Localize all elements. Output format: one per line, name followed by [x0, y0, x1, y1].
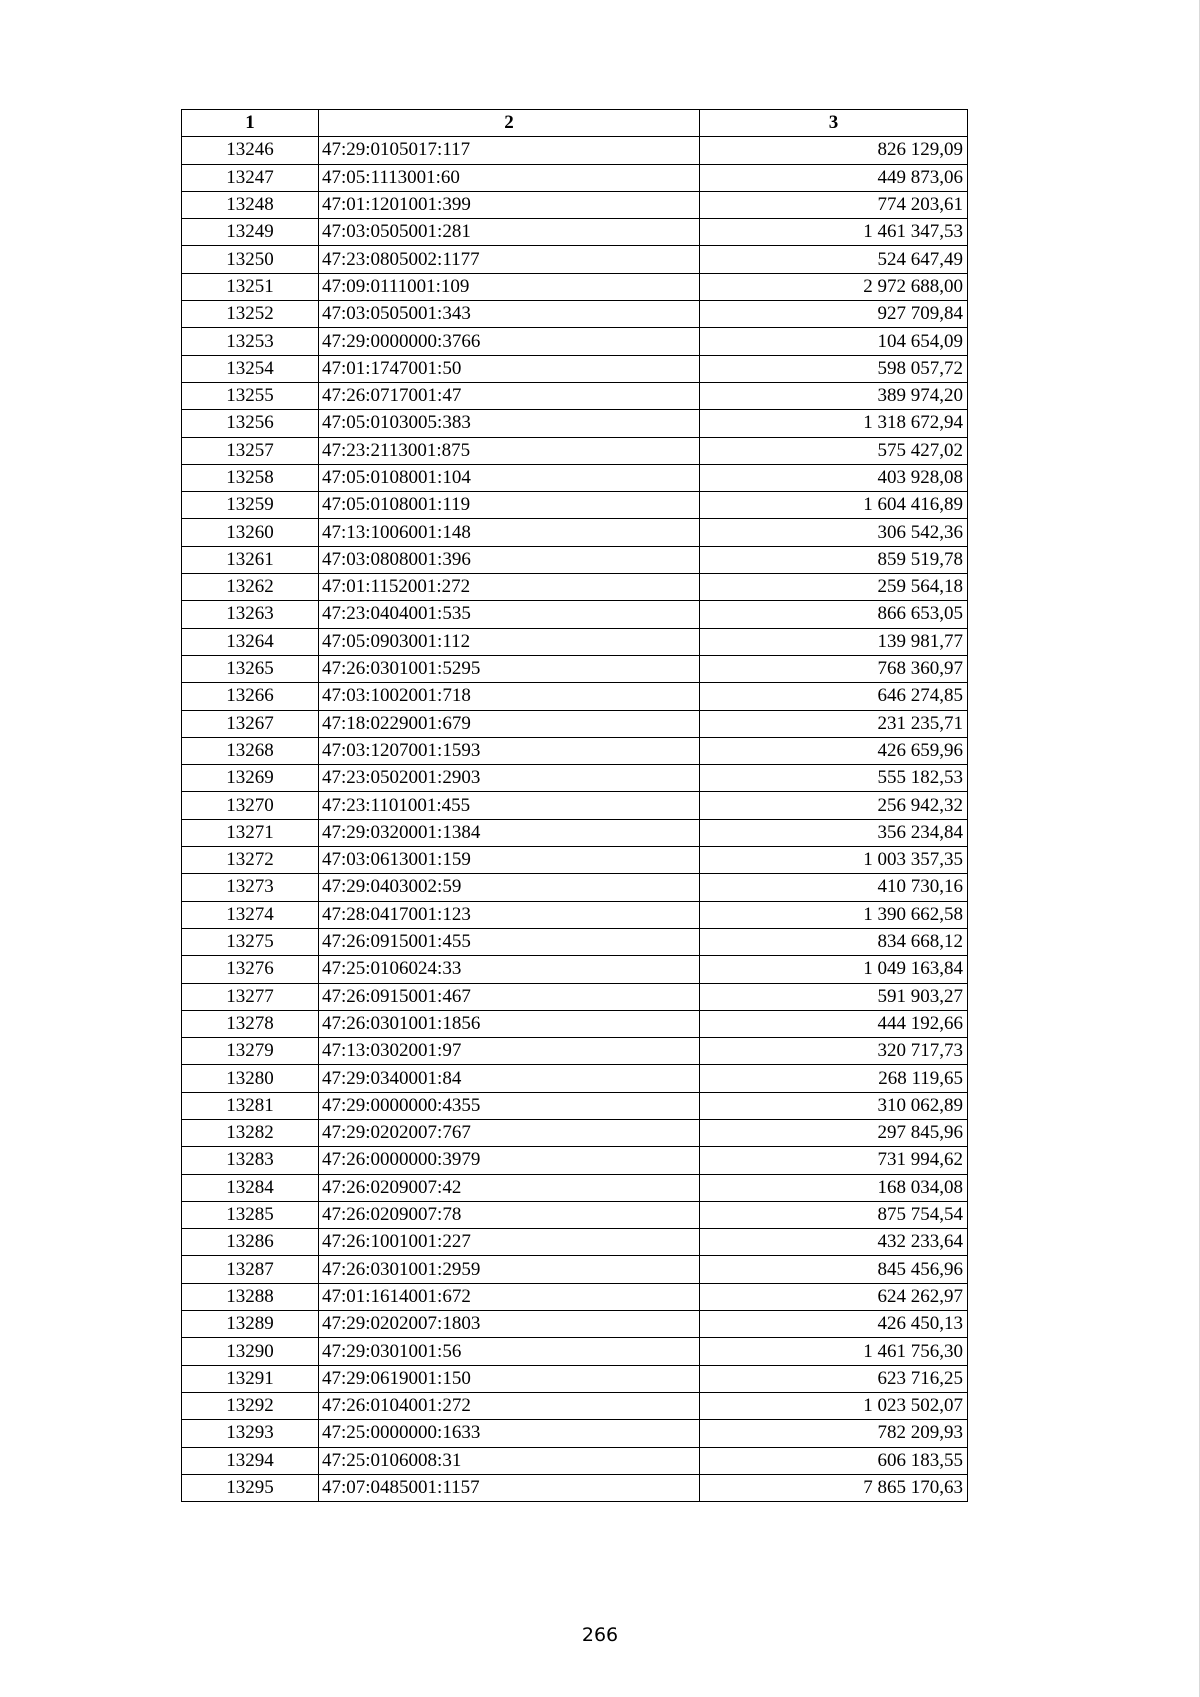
table-row	[182, 1474, 968, 1501]
value-cell: 139 981,77	[700, 628, 968, 655]
value-cell: 310 062,89	[700, 1092, 968, 1119]
row-number-cell: 13282	[182, 1119, 319, 1146]
value-cell: 1 604 416,89	[700, 492, 968, 519]
value-cell: 927 709,84	[700, 301, 968, 328]
cadastral-number-cell: 47:29:0320001:1384	[319, 819, 700, 846]
row-number-cell: 13276	[182, 956, 319, 983]
value-cell: 432 233,64	[700, 1229, 968, 1256]
row-number-cell: 13269	[182, 765, 319, 792]
table-row	[182, 219, 968, 246]
table-row	[182, 655, 968, 682]
value-cell: 591 903,27	[700, 983, 968, 1010]
value-cell: 104 654,09	[700, 328, 968, 355]
cadastral-number-cell: 47:26:0301001:2959	[319, 1256, 700, 1283]
cadastral-number-cell: 47:03:1207001:1593	[319, 737, 700, 764]
row-number-cell: 13287	[182, 1256, 319, 1283]
table-row	[182, 246, 968, 273]
cadastral-number-cell: 47:26:0915001:467	[319, 983, 700, 1010]
table-row	[182, 1174, 968, 1201]
table-row	[182, 1256, 968, 1283]
table-row	[182, 437, 968, 464]
row-number-cell: 13278	[182, 1010, 319, 1037]
row-number-cell: 13285	[182, 1201, 319, 1228]
cadastral-number-cell: 47:25:0106024:33	[319, 956, 700, 983]
value-cell: 731 994,62	[700, 1147, 968, 1174]
cadastral-number-cell: 47:29:0340001:84	[319, 1065, 700, 1092]
table-row	[182, 574, 968, 601]
row-number-cell: 13277	[182, 983, 319, 1010]
value-cell: 623 716,25	[700, 1365, 968, 1392]
table-row	[182, 1229, 968, 1256]
row-number-cell: 13267	[182, 710, 319, 737]
cadastral-number-cell: 47:26:0301001:5295	[319, 655, 700, 682]
table-row	[182, 1038, 968, 1065]
cadastral-number-cell: 47:03:0808001:396	[319, 546, 700, 573]
cadastral-number-cell: 47:29:0202007:1803	[319, 1311, 700, 1338]
row-number-cell: 13266	[182, 683, 319, 710]
row-number-cell: 13249	[182, 219, 319, 246]
cadastral-number-cell: 47:18:0229001:679	[319, 710, 700, 737]
cadastral-number-cell: 47:03:0505001:343	[319, 301, 700, 328]
row-number-cell: 13283	[182, 1147, 319, 1174]
cadastral-number-cell: 47:03:1002001:718	[319, 683, 700, 710]
value-cell: 320 717,73	[700, 1038, 968, 1065]
cadastral-number-cell: 47:29:0403002:59	[319, 874, 700, 901]
row-number-cell: 13257	[182, 437, 319, 464]
cadastral-number-cell: 47:26:0915001:455	[319, 928, 700, 955]
row-number-cell: 13251	[182, 273, 319, 300]
value-cell: 426 450,13	[700, 1311, 968, 1338]
value-cell: 1 023 502,07	[700, 1392, 968, 1419]
cadastral-number-cell: 47:05:0103005:383	[319, 410, 700, 437]
row-number-cell: 13246	[182, 137, 319, 164]
cadastral-number-cell: 47:03:0505001:281	[319, 219, 700, 246]
value-cell: 575 427,02	[700, 437, 968, 464]
table-row	[182, 1447, 968, 1474]
row-number-cell: 13288	[182, 1283, 319, 1310]
table-row	[182, 928, 968, 955]
table-row	[182, 1420, 968, 1447]
row-number-cell: 13294	[182, 1447, 319, 1474]
table-row	[182, 464, 968, 491]
table-row	[182, 1201, 968, 1228]
row-number-cell: 13273	[182, 874, 319, 901]
table-row	[182, 191, 968, 218]
cadastral-number-cell: 47:26:0301001:1856	[319, 1010, 700, 1037]
value-cell: 834 668,12	[700, 928, 968, 955]
value-cell: 1 318 672,94	[700, 410, 968, 437]
row-number-cell: 13265	[182, 655, 319, 682]
value-cell: 7 865 170,63	[700, 1474, 968, 1501]
table-row	[182, 1338, 968, 1365]
table-row	[182, 737, 968, 764]
table-row	[182, 901, 968, 928]
row-number-cell: 13291	[182, 1365, 319, 1392]
row-number-cell: 13272	[182, 847, 319, 874]
cadastral-number-cell: 47:23:0805002:1177	[319, 246, 700, 273]
cadastral-number-cell: 47:23:1101001:455	[319, 792, 700, 819]
table-row	[182, 328, 968, 355]
column-header-3: 3	[700, 110, 968, 137]
row-number-cell: 13286	[182, 1229, 319, 1256]
value-cell: 782 209,93	[700, 1420, 968, 1447]
row-number-cell: 13295	[182, 1474, 319, 1501]
row-number-cell: 13268	[182, 737, 319, 764]
row-number-cell: 13258	[182, 464, 319, 491]
table-row	[182, 273, 968, 300]
cadastral-number-cell: 47:05:0108001:119	[319, 492, 700, 519]
value-cell: 646 274,85	[700, 683, 968, 710]
table-row	[182, 710, 968, 737]
row-number-cell: 13264	[182, 628, 319, 655]
row-number-cell: 13270	[182, 792, 319, 819]
value-cell: 297 845,96	[700, 1119, 968, 1146]
column-header-1: 1	[182, 110, 319, 137]
row-number-cell: 13254	[182, 355, 319, 382]
cadastral-number-cell: 47:26:0104001:272	[319, 1392, 700, 1419]
row-number-cell: 13263	[182, 601, 319, 628]
table-row	[182, 1147, 968, 1174]
table-row	[182, 137, 968, 164]
row-number-cell: 13281	[182, 1092, 319, 1119]
table-row	[182, 301, 968, 328]
cadastral-number-cell: 47:26:0209007:42	[319, 1174, 700, 1201]
row-number-cell: 13255	[182, 382, 319, 409]
row-number-cell: 13274	[182, 901, 319, 928]
table-row	[182, 382, 968, 409]
table-row	[182, 819, 968, 846]
cadastral-number-cell: 47:29:0000000:4355	[319, 1092, 700, 1119]
table-row	[182, 683, 968, 710]
row-number-cell: 13247	[182, 164, 319, 191]
row-number-cell: 13289	[182, 1311, 319, 1338]
value-cell: 524 647,49	[700, 246, 968, 273]
value-cell: 410 730,16	[700, 874, 968, 901]
cadastral-number-cell: 47:07:0485001:1157	[319, 1474, 700, 1501]
value-cell: 774 203,61	[700, 191, 968, 218]
row-number-cell: 13280	[182, 1065, 319, 1092]
cadastral-number-cell: 47:03:0613001:159	[319, 847, 700, 874]
table-row	[182, 1392, 968, 1419]
row-number-cell: 13261	[182, 546, 319, 573]
cadastral-number-cell: 47:01:1152001:272	[319, 574, 700, 601]
value-cell: 1 461 347,53	[700, 219, 968, 246]
row-number-cell: 13259	[182, 492, 319, 519]
table-row	[182, 956, 968, 983]
value-cell: 1 390 662,58	[700, 901, 968, 928]
cadastral-number-cell: 47:23:0404001:535	[319, 601, 700, 628]
value-cell: 256 942,32	[700, 792, 968, 819]
value-cell: 606 183,55	[700, 1447, 968, 1474]
cadastral-number-cell: 47:28:0417001:123	[319, 901, 700, 928]
table-row	[182, 1283, 968, 1310]
column-header-2: 2	[319, 110, 700, 137]
value-cell: 875 754,54	[700, 1201, 968, 1228]
value-cell: 426 659,96	[700, 737, 968, 764]
row-number-cell: 13256	[182, 410, 319, 437]
value-cell: 168 034,08	[700, 1174, 968, 1201]
table-row	[182, 1365, 968, 1392]
row-number-cell: 13253	[182, 328, 319, 355]
value-cell: 231 235,71	[700, 710, 968, 737]
value-cell: 449 873,06	[700, 164, 968, 191]
value-cell: 2 972 688,00	[700, 273, 968, 300]
row-number-cell: 13292	[182, 1392, 319, 1419]
value-cell: 1 003 357,35	[700, 847, 968, 874]
value-cell: 268 119,65	[700, 1065, 968, 1092]
table-row	[182, 1065, 968, 1092]
cadastral-number-cell: 47:05:1113001:60	[319, 164, 700, 191]
cadastral-number-cell: 47:05:0108001:104	[319, 464, 700, 491]
cadastral-number-cell: 47:01:1614001:672	[319, 1283, 700, 1310]
table-row	[182, 1119, 968, 1146]
table-row	[182, 1092, 968, 1119]
table-row	[182, 792, 968, 819]
table-row	[182, 983, 968, 1010]
value-cell: 356 234,84	[700, 819, 968, 846]
table-row	[182, 355, 968, 382]
row-number-cell: 13248	[182, 191, 319, 218]
row-number-cell: 13293	[182, 1420, 319, 1447]
table-row	[182, 519, 968, 546]
value-cell: 859 519,78	[700, 546, 968, 573]
table-row	[182, 765, 968, 792]
value-cell: 1 049 163,84	[700, 956, 968, 983]
value-cell: 306 542,36	[700, 519, 968, 546]
cadastral-number-cell: 47:13:1006001:148	[319, 519, 700, 546]
table-body	[182, 137, 968, 1502]
row-number-cell: 13260	[182, 519, 319, 546]
cadastral-number-cell: 47:13:0302001:97	[319, 1038, 700, 1065]
cadastral-number-cell: 47:23:2113001:875	[319, 437, 700, 464]
table-row	[182, 410, 968, 437]
value-cell: 768 360,97	[700, 655, 968, 682]
table-header-row	[182, 110, 968, 137]
value-cell: 555 182,53	[700, 765, 968, 792]
cadastral-number-cell: 47:09:0111001:109	[319, 273, 700, 300]
cadastral-number-cell: 47:26:0000000:3979	[319, 1147, 700, 1174]
table-row	[182, 847, 968, 874]
table-row	[182, 546, 968, 573]
page-number: 266	[581, 1624, 619, 1646]
row-number-cell: 13290	[182, 1338, 319, 1365]
cadastral-number-cell: 47:29:0000000:3766	[319, 328, 700, 355]
value-cell: 259 564,18	[700, 574, 968, 601]
table-row	[182, 492, 968, 519]
table-row	[182, 164, 968, 191]
table-row	[182, 601, 968, 628]
value-cell: 1 461 756,30	[700, 1338, 968, 1365]
cadastral-number-cell: 47:26:0717001:47	[319, 382, 700, 409]
cadastral-number-cell: 47:29:0105017:117	[319, 137, 700, 164]
cadastral-number-cell: 47:29:0202007:767	[319, 1119, 700, 1146]
cadastral-number-cell: 47:26:0209007:78	[319, 1201, 700, 1228]
value-cell: 403 928,08	[700, 464, 968, 491]
value-cell: 389 974,20	[700, 382, 968, 409]
value-cell: 444 192,66	[700, 1010, 968, 1037]
table-row	[182, 628, 968, 655]
row-number-cell: 13262	[182, 574, 319, 601]
row-number-cell: 13275	[182, 928, 319, 955]
row-number-cell: 13284	[182, 1174, 319, 1201]
cadastral-number-cell: 47:25:0106008:31	[319, 1447, 700, 1474]
value-cell: 598 057,72	[700, 355, 968, 382]
cadastral-number-cell: 47:26:1001001:227	[319, 1229, 700, 1256]
row-number-cell: 13271	[182, 819, 319, 846]
value-cell: 866 653,05	[700, 601, 968, 628]
data-table	[181, 109, 968, 1502]
value-cell: 624 262,97	[700, 1283, 968, 1310]
cadastral-number-cell: 47:25:0000000:1633	[319, 1420, 700, 1447]
table-row	[182, 1010, 968, 1037]
cadastral-number-cell: 47:05:0903001:112	[319, 628, 700, 655]
cadastral-number-cell: 47:29:0619001:150	[319, 1365, 700, 1392]
table-row	[182, 874, 968, 901]
row-number-cell: 13250	[182, 246, 319, 273]
table-row	[182, 1311, 968, 1338]
value-cell: 826 129,09	[700, 137, 968, 164]
cadastral-number-cell: 47:01:1201001:399	[319, 191, 700, 218]
cadastral-number-cell: 47:01:1747001:50	[319, 355, 700, 382]
row-number-cell: 13252	[182, 301, 319, 328]
cadastral-number-cell: 47:29:0301001:56	[319, 1338, 700, 1365]
value-cell: 845 456,96	[700, 1256, 968, 1283]
row-number-cell: 13279	[182, 1038, 319, 1065]
cadastral-number-cell: 47:23:0502001:2903	[319, 765, 700, 792]
